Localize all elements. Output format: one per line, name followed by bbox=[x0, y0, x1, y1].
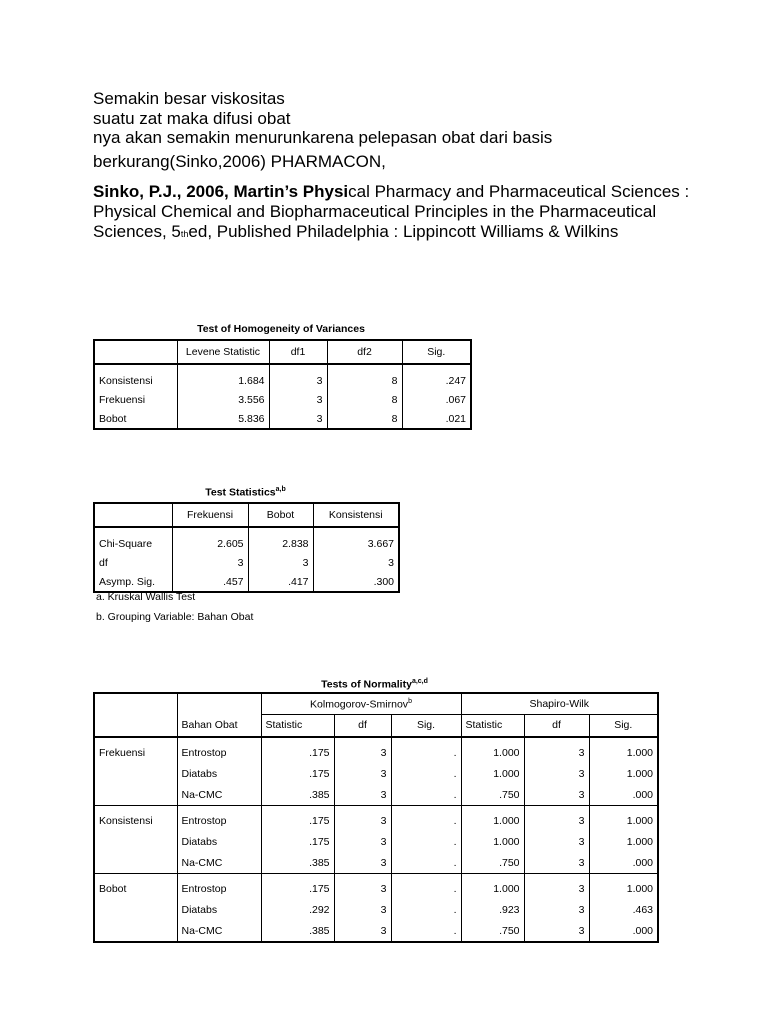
normality-group-header-row bbox=[94, 693, 658, 714]
cell-bahan: Entrostop bbox=[177, 737, 261, 763]
cell-ks-sig: . bbox=[391, 831, 461, 852]
cell-sw-statistic: .750 bbox=[461, 920, 524, 942]
normality-body bbox=[94, 737, 658, 942]
group-label: Bobot bbox=[94, 874, 177, 900]
cell-value: .300 bbox=[313, 572, 399, 592]
ks-label: Kolmogorov-Smirnov bbox=[310, 698, 409, 710]
cell-bahan: Diatabs bbox=[177, 763, 261, 784]
header-bahan-obat: Bahan Obat bbox=[177, 714, 261, 737]
cell-sw-df: 3 bbox=[524, 784, 589, 806]
cell-ks-statistic: .385 bbox=[261, 784, 334, 806]
table-row bbox=[94, 364, 471, 390]
cell-levene: 3.556 bbox=[177, 390, 269, 409]
cell-ks-df: 3 bbox=[334, 899, 391, 920]
table-row bbox=[94, 899, 658, 920]
intro-line-4: berkurang(Sinko,2006) PHARMACON, bbox=[93, 152, 386, 171]
row-label: Konsistensi bbox=[94, 364, 177, 390]
header-bobot: Bobot bbox=[248, 503, 313, 527]
cell-bahan: Entrostop bbox=[177, 806, 261, 832]
header-sw-df: df bbox=[524, 714, 589, 737]
footnote-a: a. Kruskal Wallis Test bbox=[96, 591, 196, 603]
cell-value: 2.838 bbox=[248, 527, 313, 553]
cell-sig: .067 bbox=[402, 390, 471, 409]
header-sw-sig: Sig. bbox=[589, 714, 658, 737]
cell-levene: 1.684 bbox=[177, 364, 269, 390]
group-kolmogorov-smirnov bbox=[261, 693, 461, 714]
cell-ks-statistic: .175 bbox=[261, 874, 334, 900]
cell-df1: 3 bbox=[269, 364, 327, 390]
table-row bbox=[94, 763, 658, 784]
cell-value: 3 bbox=[313, 553, 399, 572]
normality-table bbox=[93, 692, 659, 943]
header-ks-df: df bbox=[334, 714, 391, 737]
group-label-empty bbox=[94, 899, 177, 920]
reference-superscript: th bbox=[180, 229, 189, 239]
group-label-empty bbox=[94, 784, 177, 806]
normality-corner-2 bbox=[177, 693, 261, 714]
table-row bbox=[94, 527, 399, 553]
cell-sw-df: 3 bbox=[524, 899, 589, 920]
intro-line-3: nya akan semakin menurunkarena pelepasan obat dari basis bbox=[93, 128, 553, 147]
row-label: Frekuensi bbox=[94, 390, 177, 409]
homogeneity-table bbox=[93, 339, 472, 430]
cell-value: 2.605 bbox=[172, 527, 248, 553]
normality-title-text: Tests of Normality bbox=[321, 678, 412, 691]
cell-sig: .021 bbox=[402, 409, 471, 429]
cell-sw-sig: 1.000 bbox=[589, 737, 658, 763]
row-label: Asymp. Sig. bbox=[94, 572, 172, 592]
test-statistics-title-text: Test Statistics bbox=[205, 486, 276, 499]
reference-authors: Sinko, P.J., 2006, Martin’s Physi bbox=[93, 182, 349, 201]
cell-sw-sig: .463 bbox=[589, 899, 658, 920]
row-label: df bbox=[94, 553, 172, 572]
reference-text-1: cal Pharmacy and Pharmaceutical Sciences : Physical Chemical and Biopharmaceutical Principles in the Pharmaceutical Sciences, 5 bbox=[93, 182, 690, 241]
homogeneity-title: Test of Homogeneity of Variances bbox=[197, 323, 365, 335]
footnote-b: b. Grouping Variable: Bahan Obat bbox=[96, 611, 254, 623]
header-ks-statistic: Statistic bbox=[261, 714, 334, 737]
cell-sw-sig: 1.000 bbox=[589, 831, 658, 852]
header-frekuensi: Frekuensi bbox=[172, 503, 248, 527]
cell-sw-sig: .000 bbox=[589, 852, 658, 874]
table-row bbox=[94, 572, 399, 592]
cell-bahan: Na-CMC bbox=[177, 784, 261, 806]
cell-levene: 5.836 bbox=[177, 409, 269, 429]
cell-ks-sig: . bbox=[391, 920, 461, 942]
header-df2: df2 bbox=[327, 340, 402, 364]
normality-header-row bbox=[94, 714, 658, 737]
cell-sw-df: 3 bbox=[524, 874, 589, 900]
cell-ks-sig: . bbox=[391, 784, 461, 806]
group-label-empty bbox=[94, 852, 177, 874]
table-row bbox=[94, 737, 658, 763]
group-label: Konsistensi bbox=[94, 806, 177, 832]
cell-bahan: Diatabs bbox=[177, 899, 261, 920]
normality-corner-1 bbox=[94, 693, 177, 714]
normality-corner-3 bbox=[94, 714, 177, 737]
cell-sw-df: 3 bbox=[524, 920, 589, 942]
cell-sw-statistic: 1.000 bbox=[461, 831, 524, 852]
header-df1: df1 bbox=[269, 340, 327, 364]
cell-sw-sig: .000 bbox=[589, 920, 658, 942]
reference-text-2: ed, Published Philadelphia : Lippincott Williams & Wilkins bbox=[188, 222, 619, 241]
cell-ks-sig: . bbox=[391, 852, 461, 874]
cell-sw-sig: 1.000 bbox=[589, 874, 658, 900]
normality-title bbox=[93, 678, 656, 691]
intro-line-1: Semakin besar viskositas bbox=[93, 89, 285, 108]
header-konsistensi: Konsistensi bbox=[313, 503, 399, 527]
cell-df2: 8 bbox=[327, 409, 402, 429]
cell-df2: 8 bbox=[327, 364, 402, 390]
cell-df2: 8 bbox=[327, 390, 402, 409]
cell-ks-sig: . bbox=[391, 874, 461, 900]
cell-value: .457 bbox=[172, 572, 248, 592]
group-shapiro-wilk: Shapiro-Wilk bbox=[461, 693, 658, 714]
cell-sw-df: 3 bbox=[524, 763, 589, 784]
cell-value: 3.667 bbox=[313, 527, 399, 553]
cell-df1: 3 bbox=[269, 390, 327, 409]
cell-ks-df: 3 bbox=[334, 874, 391, 900]
cell-df1: 3 bbox=[269, 409, 327, 429]
cell-sw-statistic: 1.000 bbox=[461, 874, 524, 900]
cell-sw-statistic: 1.000 bbox=[461, 737, 524, 763]
cell-sw-df: 3 bbox=[524, 806, 589, 832]
table-row bbox=[94, 920, 658, 942]
cell-sw-statistic: .750 bbox=[461, 852, 524, 874]
cell-sw-sig: 1.000 bbox=[589, 806, 658, 832]
table-row bbox=[94, 784, 658, 806]
row-label: Chi-Square bbox=[94, 527, 172, 553]
cell-sw-statistic: 1.000 bbox=[461, 763, 524, 784]
table-row bbox=[94, 409, 471, 429]
cell-value: .417 bbox=[248, 572, 313, 592]
cell-ks-statistic: .385 bbox=[261, 852, 334, 874]
homogeneity-header-row bbox=[94, 340, 471, 364]
group-label-empty bbox=[94, 831, 177, 852]
ks-sup: b bbox=[408, 697, 412, 705]
cell-ks-df: 3 bbox=[334, 763, 391, 784]
header-ks-sig: Sig. bbox=[391, 714, 461, 737]
group-label-empty bbox=[94, 763, 177, 784]
cell-ks-sig: . bbox=[391, 806, 461, 832]
cell-ks-df: 3 bbox=[334, 920, 391, 942]
cell-sw-statistic: .923 bbox=[461, 899, 524, 920]
cell-bahan: Na-CMC bbox=[177, 852, 261, 874]
cell-sw-statistic: .750 bbox=[461, 784, 524, 806]
cell-sw-df: 3 bbox=[524, 831, 589, 852]
table-row bbox=[94, 831, 658, 852]
cell-sw-df: 3 bbox=[524, 852, 589, 874]
cell-ks-statistic: .385 bbox=[261, 920, 334, 942]
header-sig: Sig. bbox=[402, 340, 471, 364]
cell-ks-df: 3 bbox=[334, 852, 391, 874]
cell-sw-df: 3 bbox=[524, 737, 589, 763]
intro-line-2: suatu zat maka difusi obat bbox=[93, 109, 291, 128]
cell-sw-sig: .000 bbox=[589, 784, 658, 806]
reference-paragraph bbox=[93, 182, 693, 244]
table-row bbox=[94, 874, 658, 900]
cell-ks-df: 3 bbox=[334, 806, 391, 832]
cell-value: 3 bbox=[248, 553, 313, 572]
test-statistics-header-row bbox=[94, 503, 399, 527]
header-levene: Levene Statistic bbox=[177, 340, 269, 364]
row-label: Bobot bbox=[94, 409, 177, 429]
group-label: Frekuensi bbox=[94, 737, 177, 763]
cell-ks-statistic: .292 bbox=[261, 899, 334, 920]
cell-ks-df: 3 bbox=[334, 737, 391, 763]
table-row bbox=[94, 852, 658, 874]
cell-ks-statistic: .175 bbox=[261, 831, 334, 852]
cell-ks-df: 3 bbox=[334, 831, 391, 852]
test-statistics-title-sup: a,b bbox=[275, 486, 286, 493]
cell-ks-statistic: .175 bbox=[261, 737, 334, 763]
table-row bbox=[94, 390, 471, 409]
table-row bbox=[94, 806, 658, 832]
cell-value: 3 bbox=[172, 553, 248, 572]
cell-ks-statistic: .175 bbox=[261, 763, 334, 784]
cell-sw-statistic: 1.000 bbox=[461, 806, 524, 832]
cell-bahan: Entrostop bbox=[177, 874, 261, 900]
normality-title-sup: a,c,d bbox=[411, 678, 428, 685]
cell-sw-sig: 1.000 bbox=[589, 763, 658, 784]
cell-ks-sig: . bbox=[391, 899, 461, 920]
test-statistics-corner bbox=[94, 503, 172, 527]
cell-sig: .247 bbox=[402, 364, 471, 390]
cell-bahan: Diatabs bbox=[177, 831, 261, 852]
cell-ks-statistic: .175 bbox=[261, 806, 334, 832]
cell-ks-df: 3 bbox=[334, 784, 391, 806]
homogeneity-corner bbox=[94, 340, 177, 364]
cell-ks-sig: . bbox=[391, 737, 461, 763]
table-row bbox=[94, 553, 399, 572]
cell-bahan: Na-CMC bbox=[177, 920, 261, 942]
test-statistics-table bbox=[93, 502, 400, 593]
test-statistics-title bbox=[93, 486, 398, 499]
header-sw-statistic: Statistic bbox=[461, 714, 524, 737]
cell-ks-sig: . bbox=[391, 763, 461, 784]
group-label-empty bbox=[94, 920, 177, 942]
